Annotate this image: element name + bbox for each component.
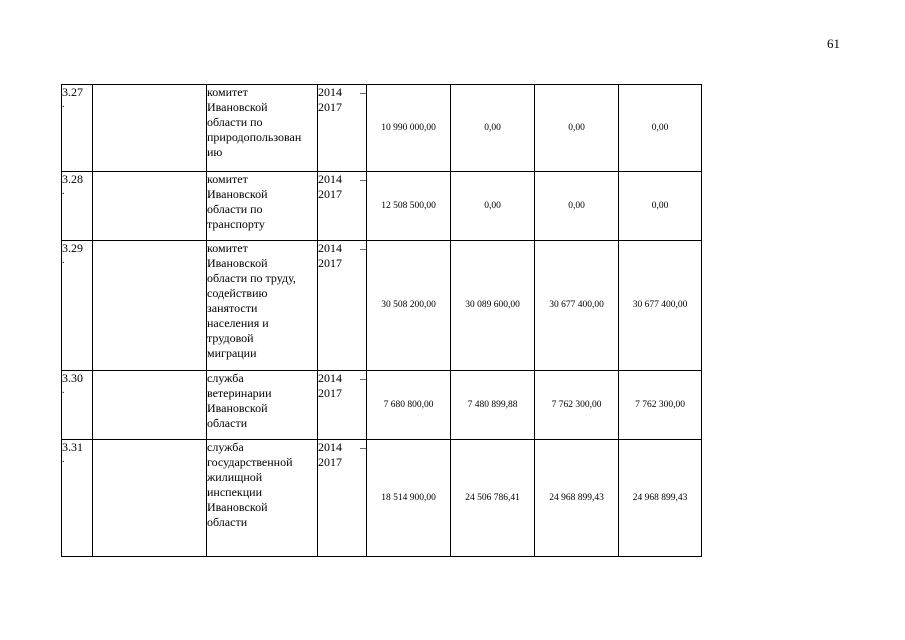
organization-line: жилищной <box>207 470 263 484</box>
organization-cell <box>207 85 318 172</box>
budget-table <box>61 84 702 557</box>
period-dash: – <box>360 440 366 454</box>
row-number: 3.31 <box>62 440 83 454</box>
period-start: 2014 <box>318 172 342 186</box>
period-cell <box>318 241 367 371</box>
amount-cell: 0,00 <box>535 85 619 172</box>
amount-cell: 30 508 200,00 <box>367 241 451 371</box>
organization-line: ию <box>207 145 223 159</box>
amount-cell: 12 508 500,00 <box>367 172 451 241</box>
organization-line: области по <box>207 202 263 216</box>
period-end: 2017 <box>318 100 342 114</box>
organization-line: населения и <box>207 316 269 330</box>
row-number-dot: . <box>62 255 65 266</box>
row-number: 3.30 <box>62 371 83 385</box>
row-number-dot: . <box>62 454 65 465</box>
row-number-cell <box>62 85 93 172</box>
organization-cell <box>207 440 318 557</box>
row-number: 3.27 <box>62 85 83 99</box>
organization-line: содействию <box>207 286 268 300</box>
organization-line: ветеринарии <box>207 386 272 400</box>
period-start: 2014 <box>318 371 342 385</box>
table-body <box>62 85 702 557</box>
row-number-dot: . <box>62 186 65 197</box>
row-number-dot: . <box>62 99 65 110</box>
row-number: 3.29 <box>62 241 83 255</box>
period-cell <box>318 85 367 172</box>
amount-cell: 24 506 786,41 <box>451 440 535 557</box>
empty-cell <box>93 172 207 241</box>
empty-cell <box>93 85 207 172</box>
row-number-dot: . <box>62 385 65 396</box>
empty-cell <box>93 241 207 371</box>
organization-line: комитет <box>207 241 248 255</box>
period-start-line <box>318 172 366 187</box>
organization-cell <box>207 371 318 440</box>
organization-line: области по труду, <box>207 271 296 285</box>
organization-line: занятости <box>207 301 258 315</box>
row-number-cell <box>62 241 93 371</box>
organization-line: Ивановской <box>207 500 268 514</box>
period-dash: – <box>360 85 366 99</box>
organization-line: Ивановской <box>207 187 268 201</box>
organization-line: области <box>207 515 248 529</box>
organization-line: комитет <box>207 85 248 99</box>
period-end: 2017 <box>318 455 342 469</box>
period-dash: – <box>360 172 366 186</box>
period-cell <box>318 371 367 440</box>
amount-cell: 24 968 899,43 <box>535 440 619 557</box>
organization-line: комитет <box>207 172 248 186</box>
organization-line: трудовой <box>207 331 254 345</box>
organization-cell <box>207 241 318 371</box>
row-number-cell <box>62 440 93 557</box>
organization-line: служба <box>207 440 244 454</box>
period-start-line <box>318 440 366 455</box>
amount-cell: 7 762 300,00 <box>535 371 619 440</box>
organization-line: природопользован <box>207 130 302 144</box>
row-number: 3.28 <box>62 172 83 186</box>
amount-cell: 30 677 400,00 <box>619 241 702 371</box>
period-end: 2017 <box>318 386 342 400</box>
period-cell <box>318 172 367 241</box>
row-number-cell <box>62 371 93 440</box>
organization-line: области <box>207 416 248 430</box>
organization-line: транспорту <box>207 217 265 231</box>
period-start: 2014 <box>318 440 342 454</box>
table-row <box>62 371 702 440</box>
table-row <box>62 440 702 557</box>
amount-cell: 7 480 899,88 <box>451 371 535 440</box>
page-number: 61 <box>827 36 840 51</box>
organization-line: Ивановской <box>207 256 268 270</box>
amount-cell: 10 990 000,00 <box>367 85 451 172</box>
period-start-line <box>318 85 366 100</box>
period-dash: – <box>360 371 366 385</box>
organization-line: области по <box>207 115 263 129</box>
organization-line: государственной <box>207 455 293 469</box>
organization-line: миграции <box>207 346 257 360</box>
empty-cell <box>93 440 207 557</box>
amount-cell: 7 680 800,00 <box>367 371 451 440</box>
amount-cell: 0,00 <box>451 172 535 241</box>
amount-cell: 24 968 899,43 <box>619 440 702 557</box>
period-cell <box>318 440 367 557</box>
amount-cell: 18 514 900,00 <box>367 440 451 557</box>
period-start-line <box>318 241 366 256</box>
amount-cell: 30 677 400,00 <box>535 241 619 371</box>
organization-line: инспекции <box>207 485 263 499</box>
organization-cell <box>207 172 318 241</box>
period-end: 2017 <box>318 187 342 201</box>
table-row <box>62 172 702 241</box>
empty-cell <box>93 371 207 440</box>
row-number-cell <box>62 172 93 241</box>
table-row <box>62 241 702 371</box>
organization-line: Ивановской <box>207 100 268 114</box>
organization-line: служба <box>207 371 244 385</box>
amount-cell: 0,00 <box>619 172 702 241</box>
period-end: 2017 <box>318 256 342 270</box>
period-start: 2014 <box>318 85 342 99</box>
period-dash: – <box>360 241 366 255</box>
amount-cell: 0,00 <box>535 172 619 241</box>
amount-cell: 30 089 600,00 <box>451 241 535 371</box>
period-start-line <box>318 371 366 386</box>
organization-line: Ивановской <box>207 401 268 415</box>
amount-cell: 7 762 300,00 <box>619 371 702 440</box>
amount-cell: 0,00 <box>619 85 702 172</box>
period-start: 2014 <box>318 241 342 255</box>
amount-cell: 0,00 <box>451 85 535 172</box>
table-row <box>62 85 702 172</box>
